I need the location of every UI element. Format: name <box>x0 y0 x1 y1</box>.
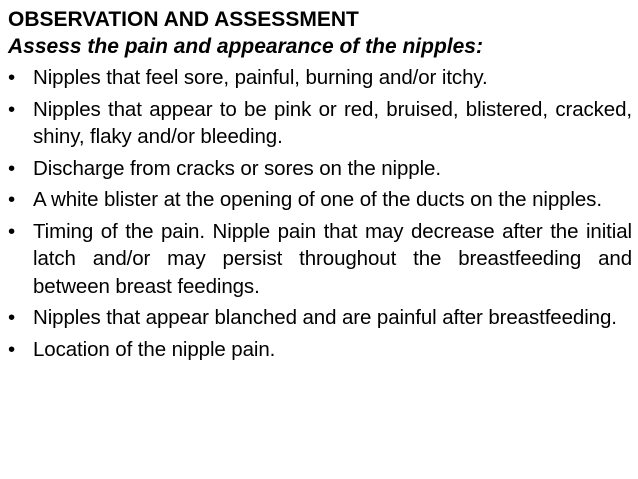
bullet-text: Nipples that feel sore, painful, burning and/or itchy. <box>33 66 488 89</box>
bullet-item <box>8 304 632 332</box>
bullet-item <box>8 96 632 151</box>
bullet-dot-icon: • <box>8 188 16 211</box>
bullet-dot-icon: • <box>8 156 16 180</box>
slide-content <box>8 6 632 367</box>
slide-subheading: Assess the pain and appearance of the nipples: <box>8 35 483 58</box>
bullet-dot-icon: • <box>8 219 16 243</box>
bullet-dot-icon: • <box>8 306 16 329</box>
bullet-text: Nipples that appear blanched and are painful after breastfeeding. <box>33 306 617 329</box>
bullet-text: A white blister at the opening of one of the ducts on the nipples. <box>33 188 602 211</box>
bullet-item <box>8 64 632 92</box>
bullet-list <box>8 64 632 363</box>
bullet-dot-icon: • <box>8 97 16 121</box>
bullet-text: Location of the nipple pain. <box>33 337 276 361</box>
bullet-dot-icon: • <box>8 337 16 361</box>
bullet-dot-icon: • <box>8 66 16 89</box>
bullet-text: Timing of the pain. Nipple pain that may decrease after the initial latch and/or may persist throughout the breastfeeding and between breast feedings. <box>33 219 632 298</box>
bullet-item <box>8 218 632 301</box>
bullet-text: Discharge from cracks or sores on the nipple. <box>33 156 441 180</box>
bullet-item <box>8 186 632 214</box>
bullet-item <box>8 155 632 183</box>
bullet-item <box>8 336 632 364</box>
bullet-text: Nipples that appear to be pink or red, bruised, blistered, cracked, shiny, flaky and/or bleeding. <box>33 97 632 148</box>
slide-heading: OBSERVATION AND ASSESSMENT <box>8 8 359 31</box>
